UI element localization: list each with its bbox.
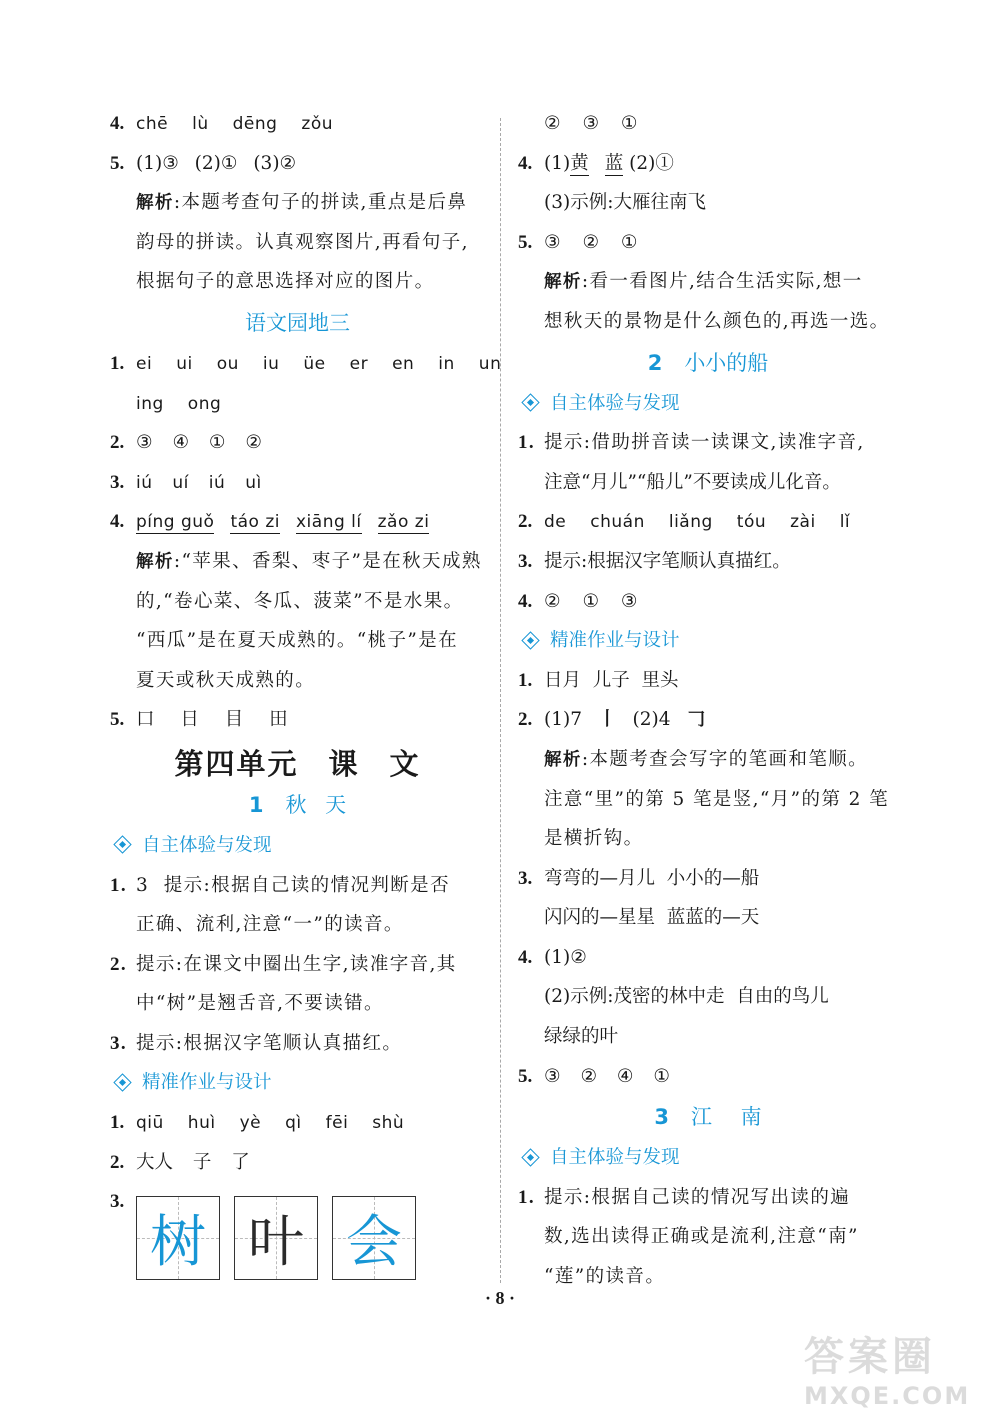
question-number: 4. (110, 511, 125, 533)
diamond-icon (113, 836, 131, 854)
question-number: 3. (110, 471, 125, 493)
answer-text: 提示:根据汉字笔顺认真描红。 (544, 550, 791, 572)
answer-line (518, 144, 898, 184)
lesson-title (110, 784, 485, 826)
subsection-label: 自主体验与发现 (550, 392, 680, 414)
question-number: 4. (518, 152, 533, 174)
answer-line (110, 700, 485, 740)
page-number: · 8 · (484, 1288, 515, 1308)
analysis-line: 注意“里”的第 5 笔是竖,“月”的第 2 笔 (544, 788, 889, 810)
answer-text: 提示:在课文中圈出生字,读准字音,其 (136, 953, 457, 975)
question-number: 4. (518, 590, 533, 612)
lesson-number: 3 (654, 1105, 669, 1130)
tracing-cell (136, 1196, 220, 1280)
stroke-glyph: 𠃌 (686, 709, 705, 731)
analysis-text: :看一看图片,结合生活实际,想一 (581, 271, 863, 293)
subsection-label: 自主体验与发现 (550, 1147, 680, 1169)
analysis-line: 根据句子的意思选择对应的图片。 (136, 271, 435, 293)
question-number: 4. (110, 113, 125, 134)
unit-title-main: 第四单元 (174, 746, 299, 781)
watermark-logo (804, 1325, 994, 1410)
answer-text: (1)② (544, 946, 587, 968)
answer-line (518, 661, 898, 701)
pinyin: huì (187, 1113, 216, 1134)
pinyin: fēi (325, 1113, 349, 1134)
answer-line (110, 1024, 485, 1064)
answer-text: (2)① (623, 152, 674, 174)
question-number: 2. (110, 953, 128, 975)
pinyin-word: táo zi (230, 512, 280, 533)
question-number: 2. (518, 511, 533, 533)
answer-text: (1)③ (2)① (3)② (136, 152, 297, 174)
answer-line: (3)示例:大雁往南飞 (544, 192, 706, 214)
answer-line (110, 104, 485, 144)
pinyin: qiū (136, 1113, 164, 1134)
answer-text: 口 日 目 田 (136, 709, 288, 731)
right-column (518, 104, 898, 1297)
left-column (110, 104, 502, 1280)
answer-text: ② ① ③ (544, 590, 638, 612)
pinyin: ing (136, 393, 164, 414)
pinyin: ei (136, 353, 153, 374)
answer-line (110, 144, 485, 184)
question-number: 5. (518, 1065, 533, 1087)
question-number: 3. (518, 867, 533, 889)
answer-line (518, 859, 898, 899)
analysis-text: :本题考查会写字的笔画和笔顺。 (581, 748, 869, 770)
unit-title (110, 744, 485, 784)
subsection-label: 精准作业与设计 (142, 1072, 272, 1094)
analysis-line (110, 183, 485, 223)
unit-title-part: 文 (389, 746, 421, 781)
column-divider (500, 118, 501, 1283)
pinyin: er (349, 353, 369, 374)
subsection-label: 自主体验与发现 (142, 834, 272, 856)
answer-line (110, 1143, 485, 1183)
question-number: 1. (110, 874, 128, 896)
question-number: 3. (110, 1032, 128, 1054)
answer-line: 绿绿的叶 (544, 1026, 619, 1048)
answer-text: (1)7 (544, 709, 582, 731)
answer-line: 注意“月儿”“船儿”不要读成儿化音。 (544, 471, 841, 493)
pinyin: tóu (736, 512, 767, 533)
pinyin: zài (790, 512, 816, 533)
analysis-line (518, 262, 898, 302)
answer-line (518, 582, 898, 622)
answer-line: (2)示例:茂密的林中走 自由的鸟儿 (544, 986, 829, 1008)
question-number: 1. (518, 432, 536, 454)
analysis-line: 想秋天的景物是什么颜色的,再选一选。 (544, 310, 890, 332)
answer-text: (1) (544, 152, 571, 174)
analysis-line (518, 740, 898, 780)
pinyin: liǎng (668, 512, 713, 533)
traced-character: 会 (346, 1210, 402, 1276)
lesson-name: 小小的船 (684, 350, 769, 375)
answer-line (518, 423, 898, 463)
answer-text: iú uí iú uì (136, 472, 262, 493)
answer-text: 提示:借助拼音读一读课文,读准字音, (544, 432, 865, 454)
diamond-icon (521, 1148, 539, 1166)
pinyin: ui (176, 353, 193, 374)
question-number: 3. (518, 550, 533, 572)
subsection-label: 精准作业与设计 (550, 630, 680, 652)
pinyin: en (392, 353, 415, 374)
lesson-number: 1 (248, 792, 264, 817)
question-number: 1. (110, 1112, 125, 1134)
answer-line (110, 1103, 485, 1143)
question-number: 5. (518, 231, 533, 253)
answer-line (518, 223, 898, 263)
lesson-title (518, 1096, 898, 1138)
answer-line (518, 700, 898, 740)
pinyin: in (438, 353, 455, 374)
answer-line (110, 344, 502, 384)
answer-text: 大人 子 了 (136, 1151, 250, 1173)
section-title: 语文园地三 (245, 310, 350, 335)
analysis-line: 的,“卷心菜、冬瓜、菠菜”不是水果。 (136, 590, 464, 612)
traced-character: 叶 (248, 1210, 304, 1276)
answer-text: ③ ② ④ ① (544, 1065, 670, 1087)
watermark-url: MXQE.COM (804, 1382, 971, 1410)
answer-line: 正确、流利,注意“一”的读音。 (136, 914, 404, 936)
answer-line: 闪闪的—星星 蓝蓝的—天 (544, 907, 760, 929)
subsection-heading (518, 384, 898, 424)
subsection-heading (110, 826, 485, 866)
answer-text: ③ ④ ① ② (136, 432, 262, 454)
answer-line (110, 384, 485, 424)
pinyin: chuán (590, 512, 645, 533)
answer-line (110, 945, 485, 985)
pinyin: qì (285, 1113, 302, 1134)
subsection-heading (518, 621, 898, 661)
analysis-text: :本题考查句子的拼读,重点是后鼻 (173, 192, 468, 214)
pinyin-word: xiāng lí (296, 512, 362, 533)
question-number: 4. (518, 946, 533, 968)
diamond-icon (113, 1073, 131, 1091)
watermark-text: 答案圈 (804, 1334, 936, 1380)
answer-text: 提示:根据汉字笔顺认真描红。 (136, 1032, 403, 1054)
question-number: 2. (110, 432, 125, 454)
answer-text: 弯弯的—月儿 小小的—船 (544, 867, 760, 889)
pinyin: lǐ (839, 512, 851, 533)
subsection-heading (110, 1063, 485, 1103)
answer-text: 3 提示:根据自己读的情况判断是否 (136, 874, 450, 896)
answer-line (518, 1178, 898, 1218)
pinyin: yè (239, 1113, 262, 1134)
question-number: 1. (110, 352, 125, 374)
question-number: 1. (518, 1186, 536, 1208)
answer-line: 中“树”是翘舌音,不要读错。 (136, 993, 384, 1015)
question-number: 2. (518, 709, 533, 731)
answer-line (518, 542, 898, 582)
tracing-cell (234, 1196, 318, 1280)
question-number: 1. (518, 669, 533, 691)
unit-title-part: 课 (328, 746, 360, 781)
tracing-cell (332, 1196, 416, 1280)
analysis-label: 解析 (136, 193, 174, 214)
analysis-label: 解析 (136, 551, 174, 572)
answer-text: 提示:根据自己读的情况写出读的遍 (544, 1186, 851, 1208)
answer-line: 数,选出读得正确或是流利,注意“南” (544, 1226, 859, 1248)
question-number: 3. (110, 1191, 125, 1213)
analysis-line: 夏天或秋天成熟的。 (136, 669, 316, 691)
pinyin: ong (187, 393, 222, 414)
diamond-icon (521, 631, 539, 649)
underlined-answer: 蓝 (604, 152, 624, 174)
pinyin-word: zǎo zi (377, 512, 430, 533)
pinyin: lù (192, 114, 209, 134)
answer-line (518, 502, 898, 542)
subsection-heading (518, 1138, 898, 1178)
pinyin: un (478, 353, 502, 374)
analysis-line: 韵母的拼读。认真观察图片,再看句子, (136, 231, 469, 253)
stroke-glyph: 丨 (597, 709, 617, 731)
analysis-line (110, 542, 485, 582)
analysis-line: 是横折钩。 (544, 828, 644, 850)
answer-line (110, 463, 485, 503)
answer-line (110, 423, 485, 463)
pinyin-word: píng guǒ (136, 512, 215, 533)
answer-line (518, 938, 898, 978)
lesson-title (518, 342, 898, 384)
lesson-number: 2 (647, 350, 663, 375)
diamond-icon (521, 393, 539, 411)
pinyin: iu (262, 353, 280, 374)
lesson-name: 江 南 (690, 1105, 762, 1130)
pinyin: üe (303, 353, 326, 374)
answer-line (110, 866, 485, 906)
answer-text: 日月 儿子 里头 (544, 669, 679, 691)
answer-line (110, 502, 485, 542)
analysis-line: “西瓜”是在夏天成熟的。“桃子”是在 (136, 630, 459, 652)
answer-line (518, 1057, 898, 1097)
underlined-answer: 黄 (570, 152, 589, 174)
question-number: 5. (110, 709, 125, 731)
analysis-label: 解析 (544, 749, 582, 770)
pinyin: chē (136, 114, 169, 134)
lesson-name: 秋 天 (285, 792, 347, 817)
pinyin: zǒu (301, 114, 334, 134)
analysis-text: :“苹果、香梨、枣子”是在秋天成熟 (173, 550, 482, 572)
question-number: 5. (110, 152, 125, 174)
answer-line: “莲”的读音。 (544, 1266, 666, 1288)
pinyin: de (544, 512, 567, 533)
answer-line: ② ③ ① (544, 113, 638, 134)
answer-text: (2)4 (632, 709, 671, 731)
pinyin: shù (372, 1113, 405, 1134)
pinyin: ou (216, 353, 239, 374)
answer-text: ③ ② ① (544, 231, 638, 253)
analysis-label: 解析 (544, 272, 582, 293)
question-number: 2. (110, 1151, 125, 1173)
traced-character: 树 (150, 1210, 206, 1276)
pinyin: dēng (232, 114, 278, 134)
